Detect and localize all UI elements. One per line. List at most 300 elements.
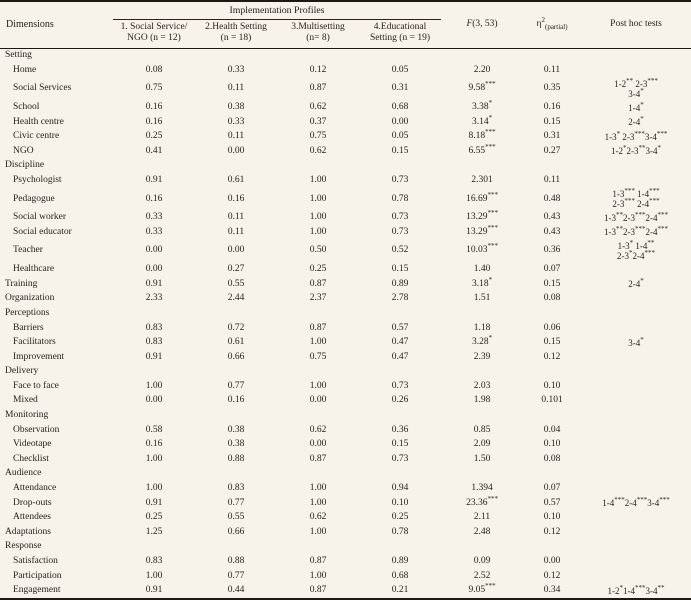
eta-squared-value: 0.43: [543, 226, 561, 237]
profile-1-value: 0.08: [145, 64, 163, 75]
dimension-label: Training: [5, 278, 38, 289]
profile-3-value: 0.87: [309, 585, 327, 596]
eta-squared-value: [523, 159, 581, 174]
dimension-label: Satisfaction: [13, 556, 58, 566]
profile-1-value: [113, 306, 195, 321]
profile-2-value: 0.33: [227, 64, 245, 75]
profile-1-value: 2.33: [145, 293, 163, 304]
profile-1-value: 0.25: [145, 131, 163, 142]
profile-3-value: 1.00: [309, 193, 327, 204]
posthoc-value: 1-3* 2-3***3-4***: [604, 129, 668, 142]
table-row: [0, 130, 691, 145]
posthoc-value: [581, 394, 691, 409]
table-row: [0, 554, 691, 569]
table-row: [0, 173, 691, 188]
profile-1-n: NGO (n = 12): [127, 33, 181, 44]
profile-3-value: 0.00: [309, 395, 327, 406]
dimension-label: Healthcare: [13, 264, 55, 275]
f-value: 0.09: [473, 556, 491, 566]
profile-1-name: 1. Social Service/: [120, 21, 188, 32]
dimension-label: Drop-outs: [13, 497, 52, 508]
profile-1-value: 1.00: [145, 570, 163, 581]
posthoc-value: 2-4*: [628, 115, 644, 128]
table-row: [0, 452, 691, 467]
posthoc-value: 1-2*2-3**3-4*: [611, 144, 662, 157]
eta-squared-value: 0.10: [543, 512, 561, 523]
profile-2-value: [195, 365, 277, 380]
profile-4-value: 0.15: [391, 264, 409, 275]
posthoc-value: 1-2*1-4***3-4**: [607, 583, 665, 596]
f-value: 2.09: [473, 439, 491, 450]
table-row: [0, 225, 691, 240]
eta-squared-value: 0.15: [543, 337, 561, 348]
profile-3-value: 0.12: [309, 64, 327, 75]
eta-squared-value: 0.00: [543, 556, 561, 566]
table-row: [0, 408, 691, 423]
f-symbol: F: [466, 19, 473, 30]
profile-2-value: 0.11: [227, 131, 245, 142]
dimension-label: Barriers: [13, 322, 44, 333]
profile-3-value: 0.25: [309, 264, 327, 275]
group-header-row: [0, 1, 691, 19]
profile-3-value: 1.00: [309, 174, 327, 185]
f-value: [441, 540, 523, 555]
profile-3-value: 0.37: [309, 116, 327, 127]
profile-4-value: 0.73: [391, 212, 409, 223]
table-row: [0, 188, 691, 211]
profile-3-value: 1.00: [309, 497, 327, 508]
posthoc-value: [581, 173, 691, 188]
posthoc-value: [581, 540, 691, 555]
profile-2-value: 0.66: [227, 526, 245, 537]
profile-2-value: [195, 159, 277, 174]
profile-4-value: [359, 467, 441, 482]
profile-2-value: 0.11: [227, 212, 245, 223]
posthoc-value: 1-4***2-4***3-4***: [602, 496, 670, 509]
f-value: 6.55***: [468, 142, 496, 156]
posthoc-value: [581, 379, 691, 394]
f-value: 3.38*: [471, 98, 493, 112]
table-row: [0, 511, 691, 526]
profile-4-value: 0.47: [391, 337, 409, 348]
profile-2-value: 0.38: [227, 424, 245, 435]
eta-squared-value: 0.11: [543, 64, 561, 75]
f-value: 3.28*: [471, 333, 493, 348]
table-row: [0, 569, 691, 584]
f-value: 9.58***: [468, 80, 496, 94]
profile-1-value: 0.25: [145, 512, 163, 523]
column-header-profile-1: [113, 19, 195, 48]
dimension-label: Social Services: [13, 83, 72, 94]
table-row: [0, 63, 691, 78]
f-value: 9.05***: [468, 582, 496, 596]
profile-3-value: [277, 306, 359, 321]
dimension-label: Monitoring: [5, 410, 49, 421]
posthoc-value: 1-3**2-3***2-4***: [604, 210, 669, 223]
profile-3-value: 0.87: [309, 278, 327, 289]
dimension-label: Audience: [5, 468, 42, 479]
eta-squared-value: [523, 540, 581, 555]
profile-3-value: 0.62: [309, 512, 327, 523]
profile-2-value: 0.55: [227, 278, 245, 289]
posthoc-value: [581, 306, 691, 321]
eta-squared-value: 0.15: [543, 116, 561, 127]
eta-squared-value: 0.36: [543, 245, 561, 256]
f-value: 2.48: [473, 526, 491, 537]
profile-2-value: 0.38: [227, 439, 245, 450]
eta-squared-value: 0.27: [543, 145, 561, 156]
eta-squared-value: [523, 467, 581, 482]
eta-squared-value: 0.08: [543, 293, 561, 304]
profile-3-value: [277, 467, 359, 482]
profile-2-value: [195, 540, 277, 555]
eta-squared-value: 0.34: [543, 585, 561, 596]
profile-4-value: 0.15: [391, 439, 409, 450]
profile-4-n: Setting (n = 19): [370, 33, 430, 44]
profile-3-name: 3.Multisetting: [291, 21, 345, 32]
profile-1-value: 0.91: [145, 351, 163, 362]
table-row: [0, 481, 691, 496]
profile-4-value: 0.73: [391, 226, 409, 237]
table-body: [0, 48, 691, 599]
profile-1-value: [113, 540, 195, 555]
dimension-label: Response: [5, 541, 42, 552]
posthoc-value: 1-2** 2-3*** 3-4*: [614, 76, 658, 100]
profile-2-value: 0.77: [227, 497, 245, 508]
profile-4-value: 0.73: [391, 453, 409, 464]
posthoc-value: [581, 452, 691, 467]
posthoc-value: 2-4*: [628, 277, 644, 290]
dimension-label: Social worker: [13, 212, 67, 223]
eta-squared-value: [523, 408, 581, 423]
table-row: [0, 115, 691, 130]
dimension-label: Attendees: [13, 512, 51, 523]
profile-1-value: 1.00: [145, 453, 163, 464]
f-value: 2.52: [473, 570, 491, 581]
table-header: [0, 1, 691, 48]
profile-2-value: 0.00: [227, 145, 245, 156]
profile-3-value: [277, 48, 359, 63]
f-value: 1.40: [473, 264, 491, 275]
dimension-label: Perceptions: [5, 307, 50, 318]
profile-4-value: 0.68: [391, 102, 409, 112]
eta-squared-value: 0.16: [543, 102, 561, 112]
dimension-label: Setting: [5, 50, 32, 61]
eta-subscript: (partial): [544, 22, 568, 31]
table-row: [0, 306, 691, 321]
dimension-label: Face to face: [13, 380, 59, 391]
profile-4-value: 0.89: [391, 556, 409, 566]
profile-2-value: 0.88: [227, 453, 245, 464]
posthoc-value: [581, 569, 691, 584]
posthoc-value: 1-3* 1-4** 2-3*2-4***: [617, 238, 656, 262]
profile-3-value: 1.00: [309, 212, 327, 223]
profile-3-value: [277, 159, 359, 174]
profile-4-value: 0.73: [391, 380, 409, 391]
eta-squared-value: 0.10: [543, 439, 561, 450]
profile-1-value: [113, 48, 195, 63]
dimension-label: Checklist: [13, 453, 49, 464]
table-row: [0, 240, 691, 263]
table-row: [0, 423, 691, 438]
posthoc-value: [581, 423, 691, 438]
table-row: [0, 336, 691, 351]
profile-3-value: 0.50: [309, 245, 327, 256]
f-value: 23.36***: [466, 494, 498, 508]
profile-3-value: 1.00: [309, 337, 327, 348]
column-header-posthoc-tests: Post hoc tests: [581, 1, 691, 48]
profile-3-value: 0.87: [309, 322, 327, 333]
profile-4-value: [359, 540, 441, 555]
posthoc-value: [581, 263, 691, 278]
f-value: 1.394: [471, 483, 493, 494]
profile-1-value: 0.16: [145, 102, 163, 112]
dimension-label: Social educator: [13, 226, 72, 237]
profile-2-name: 2.Health Setting: [205, 21, 267, 32]
f-value: [441, 365, 523, 380]
profile-3-value: 0.87: [309, 453, 327, 464]
table-row: [0, 496, 691, 511]
profile-4-value: 0.31: [391, 83, 409, 94]
dimension-label: Adaptations: [5, 526, 51, 537]
eta-squared-value: 0.15: [543, 278, 561, 289]
dimension-label: Observation: [13, 424, 60, 435]
profile-3-value: [277, 365, 359, 380]
eta-squared-value: 0.06: [543, 322, 561, 333]
profile-3-value: 1.00: [309, 380, 327, 391]
profile-2-value: 0.83: [227, 483, 245, 494]
dimension-label: School: [13, 102, 40, 112]
eta-squared-value: 0.08: [543, 453, 561, 464]
table-row: [0, 78, 691, 101]
f-value: 3.18*: [471, 275, 493, 289]
profile-4-value: 0.78: [391, 193, 409, 204]
eta-squared-value: 0.43: [543, 212, 561, 223]
column-header-eta-squared: [523, 1, 581, 48]
profile-1-value: 0.33: [145, 226, 163, 237]
profile-4-value: [359, 408, 441, 423]
profile-2-n: (n = 18): [220, 33, 252, 44]
eta-squared-value: 0.07: [543, 483, 561, 494]
eta-squared-value: [523, 306, 581, 321]
eta-squared-value: 0.12: [543, 570, 561, 581]
eta-squared-value: 0.48: [543, 193, 561, 204]
column-group-implementation-profiles: Implementation Profiles: [113, 1, 441, 19]
profile-3-value: 1.00: [309, 570, 327, 581]
table-row: [0, 394, 691, 409]
eta-squared-value: [523, 48, 581, 63]
f-value: [441, 467, 523, 482]
profile-2-value: 0.16: [227, 395, 245, 406]
posthoc-value: [581, 438, 691, 453]
table-row: [0, 292, 691, 307]
profile-1-value: 0.58: [145, 424, 163, 435]
f-value: [441, 159, 523, 174]
profile-4-value: 0.52: [391, 245, 409, 256]
profile-3-value: 0.62: [309, 102, 327, 112]
dimension-label: Delivery: [5, 366, 39, 377]
posthoc-value: [581, 408, 691, 423]
profile-1-value: 0.91: [145, 174, 163, 185]
profile-2-value: 0.77: [227, 380, 245, 391]
posthoc-value: 1-3*** 1-4*** 2-3*** 2-4***: [612, 186, 660, 210]
profile-4-value: 0.05: [391, 131, 409, 142]
profile-2-value: 0.00: [227, 245, 245, 256]
profile-1-value: 0.41: [145, 145, 163, 156]
profile-2-value: 0.72: [227, 322, 245, 333]
dimension-label: Improvement: [13, 351, 65, 362]
table-row: [0, 100, 691, 115]
profile-3-n: (n= 8): [306, 33, 330, 44]
eta-symbol: η: [536, 19, 542, 30]
eta-squared-value: [523, 365, 581, 380]
eta-squared-value: 0.04: [543, 424, 561, 435]
posthoc-value: [581, 554, 691, 569]
table-row: [0, 48, 691, 63]
table-row: [0, 525, 691, 540]
profile-2-value: 0.11: [227, 226, 245, 237]
f-value: 13.29***: [466, 209, 498, 223]
eta-squared-value: 0.31: [543, 131, 561, 142]
dimension-label: Psychologist: [13, 174, 62, 185]
f-value: 3.14*: [471, 113, 493, 127]
profile-2-value: 0.88: [227, 556, 245, 566]
profile-4-value: 0.36: [391, 424, 409, 435]
posthoc-value: [581, 292, 691, 307]
posthoc-value: [581, 350, 691, 365]
profile-4-value: 0.21: [391, 585, 409, 596]
posthoc-value: [581, 525, 691, 540]
profile-1-value: [113, 365, 195, 380]
dimension-label: Attendance: [13, 483, 57, 494]
f-value: 1.18: [473, 322, 491, 333]
profile-3-value: [277, 540, 359, 555]
profile-1-value: [113, 408, 195, 423]
f-degrees-of-freedom: (3, 53): [472, 19, 498, 30]
profile-2-value: 0.61: [227, 174, 245, 185]
posthoc-value: [581, 511, 691, 526]
profile-3-value: 2.37: [309, 293, 327, 304]
profile-4-value: 0.05: [391, 64, 409, 75]
dimension-label: Health centre: [13, 116, 64, 127]
profile-2-value: 0.77: [227, 570, 245, 581]
eta-squared-value: 0.12: [543, 351, 561, 362]
profile-2-value: [195, 408, 277, 423]
profile-1-value: 0.75: [145, 83, 163, 94]
eta-squared-value: 0.57: [543, 497, 561, 508]
column-header-profile-4: [359, 19, 441, 48]
profile-3-value: 1.00: [309, 226, 327, 237]
dimension-label: Engagement: [13, 585, 61, 596]
profile-3-value: 0.62: [309, 424, 327, 435]
dimension-label: Pedagogue: [13, 193, 55, 204]
eta-squared-value: 0.11: [543, 174, 561, 185]
posthoc-value: 1-3**2-3***2-4***: [604, 225, 669, 238]
profile-3-value: [277, 408, 359, 423]
profile-1-value: 0.91: [145, 497, 163, 508]
f-value: 1.50: [473, 453, 491, 464]
profile-4-value: 0.26: [391, 395, 409, 406]
profile-1-value: 0.16: [145, 116, 163, 127]
posthoc-value: [581, 48, 691, 63]
posthoc-value: [581, 365, 691, 380]
f-value: 1.51: [473, 293, 491, 304]
profile-3-value: 0.00: [309, 439, 327, 450]
f-value: 0.85: [473, 424, 491, 435]
table-row: [0, 540, 691, 555]
profile-3-value: 1.00: [309, 526, 327, 537]
posthoc-value: [581, 467, 691, 482]
posthoc-value: 1-4*: [628, 100, 644, 113]
table-row: [0, 365, 691, 380]
profile-2-value: [195, 306, 277, 321]
profile-2-value: 0.33: [227, 116, 245, 127]
eta-squared-value: 0.12: [543, 526, 561, 537]
dimension-label: Mixed: [13, 395, 38, 406]
f-value: 10.03***: [466, 242, 498, 256]
column-header-profile-3: [277, 19, 359, 48]
profile-4-value: 0.00: [391, 116, 409, 127]
eta-squared-value: 0.10: [543, 380, 561, 391]
profile-2-value: 0.38: [227, 102, 245, 112]
table-row: [0, 159, 691, 174]
profile-1-value: 0.00: [145, 245, 163, 256]
profile-1-value: 0.33: [145, 212, 163, 223]
profile-1-value: 0.83: [145, 337, 163, 348]
profile-2-value: 0.61: [227, 337, 245, 348]
profile-3-value: 0.62: [309, 145, 327, 156]
dimension-label: Organization: [5, 293, 55, 304]
dimension-label: Home: [13, 64, 37, 75]
eta-squared-value: 0.07: [543, 264, 561, 275]
profile-1-value: 0.83: [145, 556, 163, 566]
profile-3-value: 0.75: [309, 131, 327, 142]
profile-2-value: 0.44: [227, 585, 245, 596]
profile-2-value: 0.11: [227, 83, 245, 94]
table-row: [0, 379, 691, 394]
eta-superscript: 2: [541, 15, 545, 24]
f-value: [441, 306, 523, 321]
profile-2-value: 0.66: [227, 351, 245, 362]
profile-1-value: 0.91: [145, 278, 163, 289]
eta-squared-value: 0.101: [541, 395, 563, 406]
dimension-label: NGO: [13, 145, 34, 156]
profile-4-value: 0.10: [391, 497, 409, 508]
profile-4-value: 0.15: [391, 145, 409, 156]
profile-4-name: 4.Educational: [373, 21, 427, 32]
profile-1-value: 0.16: [145, 193, 163, 204]
profile-4-value: [359, 159, 441, 174]
profile-2-value: 0.27: [227, 264, 245, 275]
f-value: 2.03: [473, 380, 491, 391]
posthoc-value: [581, 481, 691, 496]
table-row: [0, 438, 691, 453]
profile-1-value: 0.91: [145, 585, 163, 596]
f-value: 2.39: [473, 351, 491, 362]
profile-4-value: 0.47: [391, 351, 409, 362]
profile-4-value: [359, 306, 441, 321]
profile-1-value: 1.00: [145, 483, 163, 494]
profile-4-value: 0.68: [391, 570, 409, 581]
column-header-dimensions: Dimensions: [0, 1, 113, 48]
profile-1-value: 1.25: [145, 526, 163, 537]
profile-4-value: 0.25: [391, 512, 409, 523]
f-value: 16.69***: [466, 190, 498, 204]
profile-1-value: 0.00: [145, 395, 163, 406]
profile-3-value: 0.75: [309, 351, 327, 362]
f-value: 8.18***: [468, 128, 496, 142]
dimension-label: Civic centre: [13, 131, 60, 142]
